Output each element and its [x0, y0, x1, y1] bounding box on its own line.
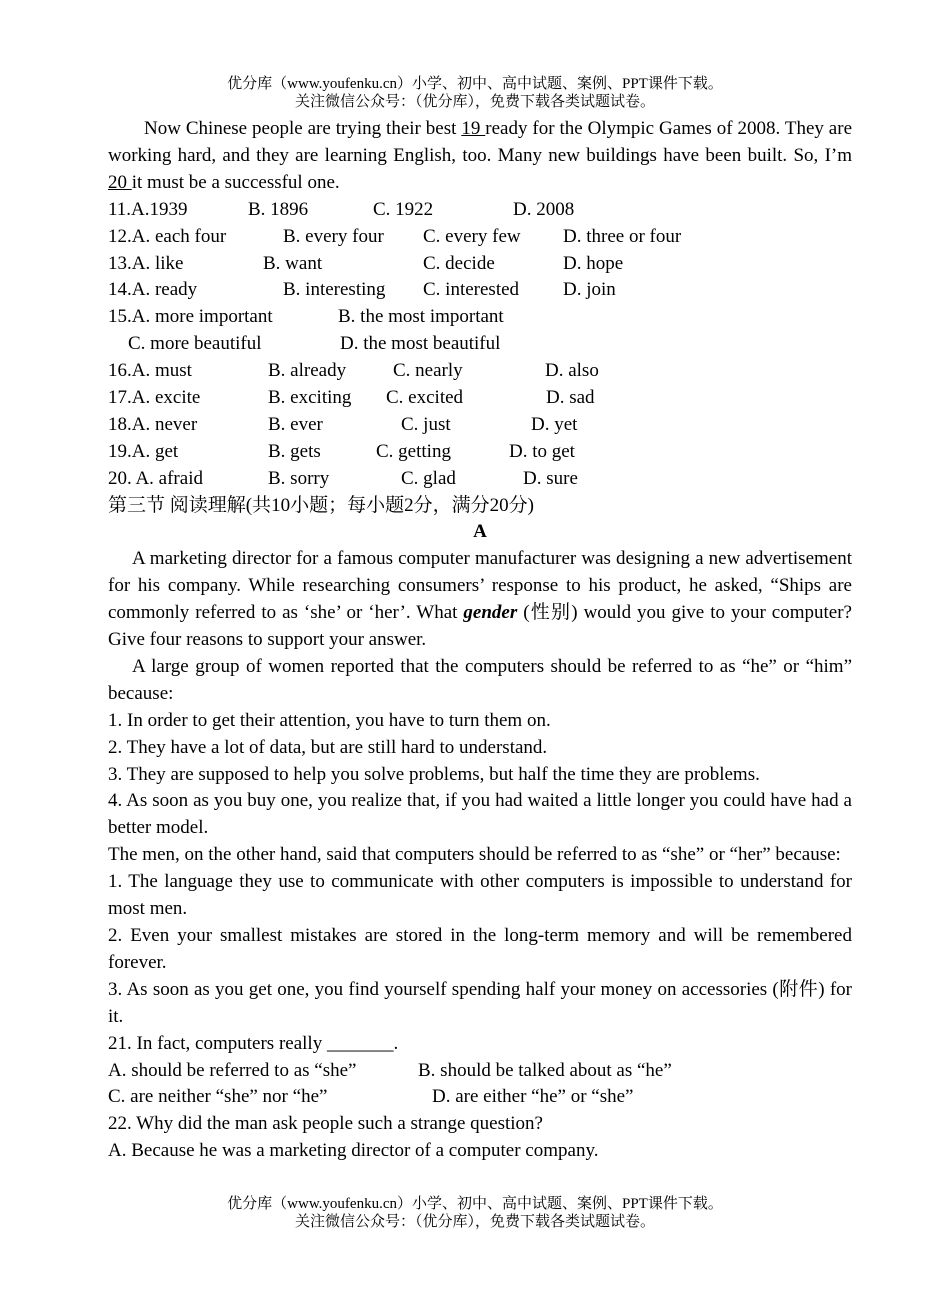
footer-line-1: 优分库（www.youfenku.cn）小学、初中、高中试题、案例、PPT课件下载。 — [227, 1196, 723, 1212]
question-22: 22. Why did the man ask people such a strange question? — [108, 1113, 543, 1135]
option-row-13: 13.A. like B. want C. decide D. hope — [108, 252, 624, 274]
men-reason-3: 3. As soon as you get one, you find yourself spending half your money on accessories (附件) for it. — [108, 978, 852, 1027]
option-row-15: 15.A. more important B. the most important — [108, 306, 504, 328]
section-heading: 第三节 阅读理解(共10小题；每小题2分，满分20分) — [108, 494, 534, 516]
exam-content — [108, 116, 852, 1165]
men-reason-2: 2. Even your smallest mistakes are stored in the long-term memory and will be remembered forever. — [108, 924, 852, 973]
header-line-2: 关注微信公众号：（优分库），免费下载各类试题试卷。 — [294, 94, 655, 110]
option-row-11: 11.A.1939 B. 1896 C. 1922 D. 2008 — [108, 198, 575, 220]
passage-letter: A — [473, 521, 487, 543]
header-line-1: 优分库（www.youfenku.cn）小学、初中、高中试题、案例、PPT课件下载。 — [227, 76, 723, 92]
passage-a-intro: A marketing director for a famous computer manufacturer was designing a new advertisement for his company. While researching consumers’ response to his product, he asked, “Ships are commonly referred to as ‘she’ or ‘her’. What gender (性别) would you give to your computer? Give four reasons to support your answer. — [108, 548, 852, 651]
option-row-20: 20. A. afraid B. sorry C. glad D. sure — [108, 467, 578, 489]
question-22-option-a: A. Because he was a marketing director of a computer company. — [108, 1140, 599, 1162]
women-reason-1: 1. In order to get their attention, you have to turn them on. — [108, 709, 551, 731]
women-reason-4: 4. As soon as you buy one, you realize that, if you had waited a little longer you could have had a better model. — [108, 790, 852, 839]
question-21-options-cd: C. are neither “she” nor “he” D. are either “he” or “she” — [108, 1086, 634, 1108]
option-row-16: 16.A. must B. already C. nearly D. also — [108, 360, 599, 382]
women-reason-3: 3. They are supposed to help you solve problems, but half the time they are problems. — [108, 763, 760, 785]
cloze-passage-end: Now Chinese people are trying their best 19 ready for the Olympic Games of 2008. They are working hard, and they are learning English, too. Many new buildings have been built. So, I’m 20 it must be a successful one. — [108, 118, 852, 193]
option-row-14: 14.A. ready B. interesting C. interested D. join — [108, 279, 616, 301]
gender-word: gender — [463, 602, 518, 624]
option-row-15-cont: C. more beautiful D. the most beautiful — [128, 333, 501, 355]
women-reason-2: 2. They have a lot of data, but are still hard to understand. — [108, 736, 548, 758]
blank-19: 19 — [461, 118, 486, 139]
footer-line-2: 关注微信公众号：（优分库），免费下载各类试题试卷。 — [294, 1214, 655, 1230]
page-header — [0, 75, 950, 111]
men-intro: The men, on the other hand, said that computers should be referred to as “she” or “her” because: — [108, 844, 841, 866]
question-21-options-ab: A. should be referred to as “she” B. should be talked about as “he” — [108, 1059, 672, 1081]
blank-20: 20 — [108, 171, 132, 193]
option-row-12: 12.A. each four B. every four C. every few D. three or four — [108, 225, 682, 247]
men-reason-1: 1. The language they use to communicate with other computers is impossible to understand for most men. — [108, 871, 852, 920]
women-intro: A large group of women reported that the computers should be referred to as “he” or “him” because: — [108, 655, 852, 704]
option-row-18: 18.A. never B. ever C. just D. yet — [108, 413, 578, 435]
page-footer — [0, 1195, 950, 1231]
question-21: 21. In fact, computers really _______. — [108, 1032, 399, 1054]
option-row-19: 19.A. get B. gets C. getting D. to get — [108, 440, 575, 462]
option-row-17: 17.A. excite B. exciting C. excited D. sad — [108, 386, 595, 408]
